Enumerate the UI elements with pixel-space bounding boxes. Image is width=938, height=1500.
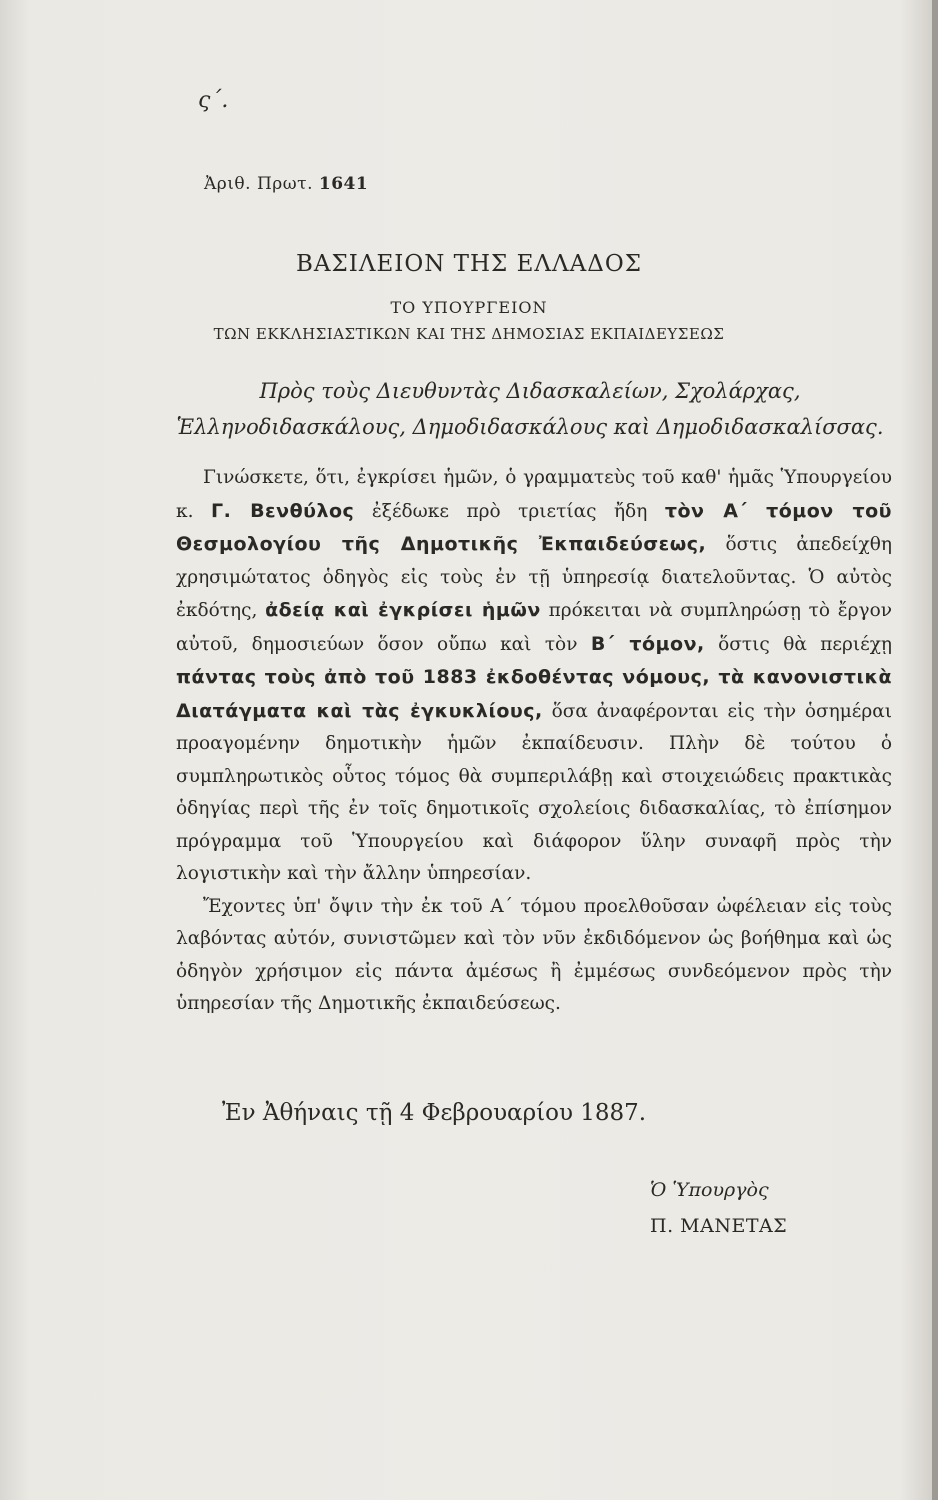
paragraph-1-bold: πάντας τοὺς ἀπὸ τοῦ 1883 ἐκδοθέντας νόμους, τὰ κανονιστικὰ Διατάγματα καὶ τὰς ἐγκυκλίους,: [176, 666, 892, 722]
paragraph-1-bold: ἀδείᾳ καὶ ἐγκρίσει ἡμῶν: [265, 599, 541, 621]
paragraph-1-text: ὅσα ἀναφέρονται εἰς τὴν ὁσημέραι προαγομένην δημοτικὴν ἡμῶν ἐκπαίδευσιν. Πλὴν δὲ τούτου ὁ συμπληρωτικὸς οὗτος τόμος θὰ συμπεριλάβῃ καὶ στοιχειώδεις πρακτικὰς ὁδηγίας περὶ τῆς ἐν τοῖς δημοτικοῖς σχολείοις διδασκαλίας, τὸ ἐπίσημον πρόγραμμα τοῦ Ὑπουργείου καὶ διάφορον ὕλην συναφῆ πρὸς τὴν λογιστικὴν καὶ τὴν ἄλλην ὑπηρεσίαν.: [176, 700, 892, 884]
addressee-line: Πρὸς τοὺς Διευθυντὰς Διδασκαλείων, Σχολάρχας, Ἑλληνοδιδασκάλους, Δημοδιδασκάλους καὶ Δημοδιδασκαλίσσας.: [176, 379, 884, 439]
paragraph-1-bold: τὸν Α΄ τόμον τοῦ Θεσμολογίου τῆς Δημοτικῆς Ἐκπαιδεύσεως,: [176, 499, 893, 555]
protocol-label: Ἀριθ. Πρωτ.: [204, 174, 313, 194]
protocol-number-line: [204, 174, 368, 194]
ministry-full-heading: ΤΩΝ ΕΚΚΛΗΣΙΑΣΤΙΚΩΝ ΚΑΙ ΤΗΣ ΔΗΜΟΣΙΑΣ ΕΚΠΑΙΔΕΥΣΕΩΣ: [213, 325, 725, 343]
date-line: Ἐν Ἀθήναις τῇ 4 Φεβρουαρίου 1887.: [222, 1100, 647, 1126]
paragraph-1: [176, 462, 892, 891]
paragraph-1-text: ὅστις θὰ περιέχῃ: [704, 633, 892, 655]
ministry-heading: ΤΟ ΥΠΟΥΡΓΕΙΟΝ: [390, 298, 548, 317]
page-marker: ς΄.: [198, 88, 229, 113]
paragraph-2: Ἔχοντες ὑπ' ὄψιν τὴν ἐκ τοῦ Α΄ τόμου προελθοῦσαν ὠφέλειαν εἰς τοὺς λαβόντας αὐτόν, συνιστῶμεν καὶ τὸν νῦν ἐκδιδόμενον ὡς βοήθημα καὶ ὡς ὁδηγὸν χρήσιμον εἰς πάντα ἀμέσως ἢ ἐμμέσως συνδεόμενον πρὸς τὴν ὑπηρεσίαν τῆς Δημοτικῆς ἐκπαιδεύσεως.: [176, 895, 892, 1014]
paragraph-1-bold: Γ. Βενθύλος: [210, 499, 355, 522]
paragraph-1-text: ὅστις ἀπεδείχθη χρησιμώτατος ὁδηγὸς εἰς τοὺς ἐν τῇ ὑπηρεσίᾳ διατελοῦντας. Ὁ αὐτὸς ἐκδότης,: [176, 534, 892, 621]
paragraph-1-text: ἐξέδωκε πρὸ τριετίας ἤδη: [354, 500, 665, 522]
protocol-number: 1641: [318, 174, 369, 194]
paragraph-1-bold: Β΄ τόμον,: [590, 632, 705, 655]
signature-title: Ὁ Ὑπουργὸς: [650, 1179, 769, 1201]
page-edge-shadow: [932, 0, 938, 1500]
paragraph-1-text: πρόκειται νὰ συμπληρώσῃ τὸ ἔργον αὐτοῦ, δημοσιεύων ὅσον οὔπω καὶ τὸν: [176, 600, 893, 655]
letter-body: [176, 462, 892, 1021]
signature-block: [650, 1172, 787, 1244]
signature-name: Π. ΜΑΝΕΤΑΣ: [650, 1215, 788, 1237]
paragraph-1-text: Γινώσκετε, ὅτι, ἐγκρίσει ἡμῶν, ὁ γραμματεὺς τοῦ καθ' ἡμᾶς Ὑπουργείου κ.: [176, 467, 892, 522]
kingdom-heading: ΒΑΣΙΛΕΙΟΝ ΤΗΣ ΕΛΛΑΔΟΣ: [296, 251, 642, 277]
